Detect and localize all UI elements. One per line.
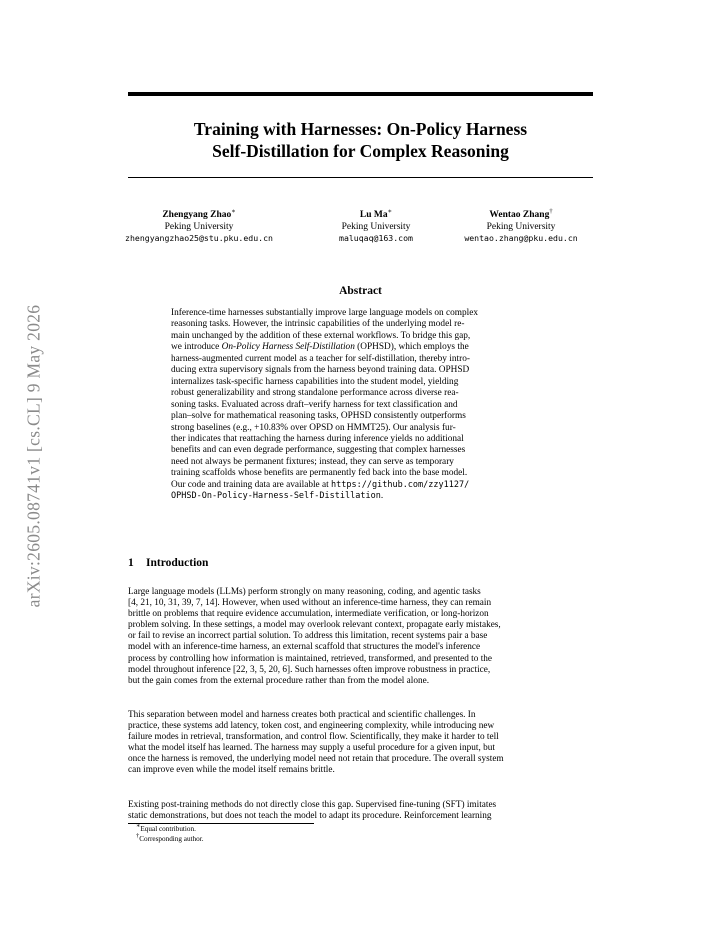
section-number: 1 xyxy=(128,557,134,569)
code-link-continued[interactable]: OPHSD-On-Policy-Harness-Self-Distillation xyxy=(171,491,381,502)
abstract-line: need not always be permanent fixtures; instead, they can serve as temporary xyxy=(171,456,454,467)
abstract-line: benefits and can even degrade performance, suggesting that complex harnesses xyxy=(171,445,466,456)
abstract-line: harness-augmented current model as a teacher for self-distillation, thereby intro- xyxy=(171,353,470,364)
author-affiliation: Peking University xyxy=(164,221,234,232)
abstract-line: Inference-time harnesses substantially improve large language models on complex xyxy=(171,308,479,318)
arxiv-sidebar xyxy=(24,266,44,646)
abstract-line: main unchanged by the addition of these external workflows. To bridge this gap, xyxy=(171,330,471,341)
text-line: static demonstrations, but does not teach the model to adapt its procedure. Reinforcement learning xyxy=(128,811,492,822)
abstract-line: ducing extra supervisory signals from the harness beyond training data. OPHSD xyxy=(171,365,470,376)
abstract-line: training scaffolds whose benefits are permanently fed back into the base model. xyxy=(171,468,468,479)
text-line: failure modes in retrieval, transformation, and control flow. Scientifically, they make it harder to tell xyxy=(128,732,499,743)
author-name: Zhengyang Zhao xyxy=(162,210,232,220)
text-line: or fail to revise an incorrect partial solution. To address this limitation, recent systems pair a base xyxy=(128,631,488,642)
text-line: once the harness is removed, the underlying model need not retain that procedure. The overall system xyxy=(128,754,504,765)
title-bottom-rule xyxy=(128,177,593,178)
footnote: †Corresponding author. xyxy=(136,832,204,843)
abstract-heading: Abstract xyxy=(339,285,382,297)
author-affiliation: Peking University xyxy=(341,221,411,232)
author-email[interactable]: wentao.zhang@pku.edu.cn xyxy=(464,233,578,243)
abstract-line: soning tasks. Evaluated across draft–verify harness for text classification and xyxy=(171,399,458,410)
paper-title xyxy=(128,118,593,162)
author-affiliation: Peking University xyxy=(486,221,556,232)
author-name: Lu Ma xyxy=(359,210,388,220)
text-line: model throughout inference [22, 3, 5, 20, 6]. Such harnesses often improve robustness in practice, xyxy=(128,664,491,675)
text-line: model with an inference-time harness, an external scaffold that structures the model's inference xyxy=(128,642,481,653)
text-line: but the gain comes from the external procedure rather than from the model alone. xyxy=(128,675,430,686)
text-line: [4, 21, 10, 31, 39, 7, 14]. However, when used without an inference-time harness, they can remain xyxy=(128,598,492,609)
title-top-rule xyxy=(128,92,593,96)
abstract-line: we introduce On-Policy Harness Self-Distillation (OPHSD), which employs the xyxy=(171,342,469,353)
author-2 xyxy=(316,207,436,245)
author-email[interactable]: maluqaq@163.com xyxy=(339,233,413,243)
abstract-line: internalizes task-specific harness capabilities into the student model, yielding xyxy=(171,376,459,387)
text-line: This separation between model and harness creates both practical and scientific challenges. In xyxy=(128,710,476,720)
intro-paragraph-2 xyxy=(128,710,594,777)
author-3 xyxy=(446,207,596,245)
abstract-line: robust generalizability and strong standalone performance across diverse rea- xyxy=(171,388,459,399)
text-line: brittle on problems that require evidence accumulation, intermediate verification, or long-horizon xyxy=(128,609,489,620)
author-mark: ∗ xyxy=(231,207,236,215)
abstract-line: plan–solve for mathematical reasoning tasks, OPHSD consistently outperforms xyxy=(171,411,466,422)
abstract-line: reasoning tasks. However, the intrinsic capabilities of the underlying model re- xyxy=(171,319,465,330)
author-1 xyxy=(114,207,284,245)
author-email[interactable]: zhengyangzhao25@stu.pku.edu.cn xyxy=(125,233,273,243)
intro-paragraph-3 xyxy=(128,800,594,822)
section-title: Introduction xyxy=(146,557,209,569)
author-mark: ∗ xyxy=(387,207,393,215)
code-link[interactable]: https://github.com/zzy1127/ xyxy=(331,479,470,490)
text-line: Existing post-training methods do not directly close this gap. Supervised fine-tuning (SFT) imitates xyxy=(128,800,497,810)
footnote: ∗Equal contribution. xyxy=(136,822,196,833)
text-line: process by controlling how information is maintained, retrieved, transformed, and presented to the xyxy=(128,653,492,664)
footnotes xyxy=(136,822,204,844)
text-line: can improve even while the model itself remains brittle. xyxy=(128,765,335,776)
title-line: Training with Harnesses: On-Policy Harness xyxy=(193,119,528,139)
text-line: practice, these systems add latency, token cost, and engineering complexity, while introducing new xyxy=(128,721,495,732)
footnote-rule xyxy=(128,823,314,824)
section-heading xyxy=(128,557,208,569)
title-line: Self-Distillation for Complex Reasoning xyxy=(212,141,509,161)
intro-paragraph-1 xyxy=(128,587,594,687)
text-line: Large language models (LLMs) perform strongly on many reasoning, coding, and agentic tasks xyxy=(128,587,481,597)
abstract-body: Inference-time harnesses substantially improve large language models on complex reasoning tasks. However, the intrinsic capabilities of the underlying model re- main unchanged by the addition of these external workflows. To bridge this gap, we introduce On-Policy Harness Self-Distillation (OPHSD), which employs the harness-augmented current model as a teacher for self-distillation, thereby intro- ducing extra supervisory signals from the harness beyond training data. OPHSD internalizes task-specific harness capabilities into the student model, yielding robust generalizability and strong standalone performance across diverse rea- soning tasks. Evaluated across draft–verify harness for text classification and plan–solve for mathematical reasoning tasks, OPHSD consistently outperforms strong baselines (e.g., +10.83% over OPSD on HMMT25). Our analysis fur- ther indicates that reattaching the harness during inference yields no additional benefits and can even degrade performance, suggesting that complex harnesses need not always be permanent fixtures; instead, they can serve as temporary training scaffolds whose benefits are permanently fed back into the base model. Our code and training data are available at https://github.com/zzy1127/ OPHSD-On-Policy-Harness-Self-Distillation. xyxy=(171,308,551,503)
text-line: problem solving. In these settings, a model may overlook relevant context, propagate early mistakes, xyxy=(128,620,501,631)
abstract-line: Our code and training data are available at https://github.com/zzy1127/ xyxy=(171,479,470,490)
arxiv-identifier: arXiv:2605.08741v1 [cs.CL] 9 May 2026 xyxy=(23,304,44,608)
text-line: what the model itself has learned. The harness may supply a useful procedure for a given input, but xyxy=(128,743,495,754)
author-name: Wentao Zhang xyxy=(489,210,550,220)
abstract-line: ther indicates that reattaching the harness during inference yields no additional xyxy=(171,433,464,444)
abstract-line: strong baselines (e.g., +10.83% over OPSD on HMMT25). Our analysis fur- xyxy=(171,422,456,433)
author-mark: † xyxy=(549,207,553,215)
